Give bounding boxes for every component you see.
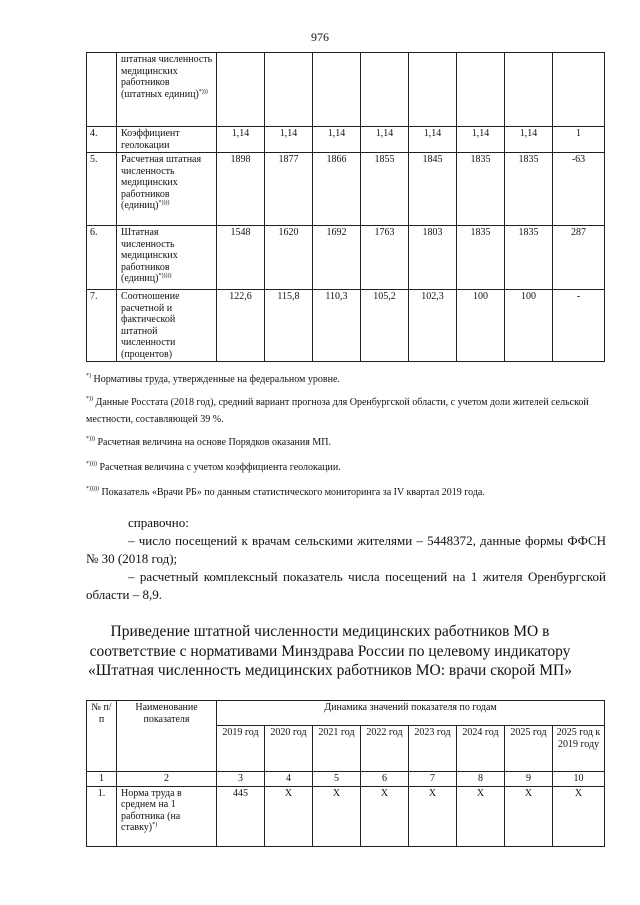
column-number: 8	[457, 772, 505, 787]
table-cell: 1,14	[217, 127, 265, 153]
column-number: 4	[265, 772, 313, 787]
column-number: 5	[313, 772, 361, 787]
column-number: 6	[361, 772, 409, 787]
footnote-4: *)))) Расчетная величина с учетом коэффициента геолокации.	[86, 461, 341, 473]
table-cell: 445	[217, 786, 265, 846]
table-row	[87, 786, 605, 846]
table-cell: 1,14	[265, 127, 313, 153]
header-year: 2022 год	[361, 726, 409, 772]
table-cell: 1835	[457, 153, 505, 226]
table-cell: 1855	[361, 153, 409, 226]
row-number: 5.	[87, 153, 117, 226]
header-dynamics: Динамика значений показателя по годам	[217, 701, 605, 726]
header-year: 2021 год	[313, 726, 361, 772]
table-cell: 1,14	[361, 127, 409, 153]
table-cell	[313, 53, 361, 127]
reference-item-2: – расчетный комплексный показатель числа посещений на 1 жителя Оренбургской области – 8,9.	[86, 569, 606, 602]
table-cell	[457, 53, 505, 127]
header-year: 2023 год	[409, 726, 457, 772]
table-cell: 1845	[409, 153, 457, 226]
header-num: № п/п	[87, 701, 117, 772]
table-cell: X	[457, 786, 505, 846]
row-number: 1.	[87, 786, 117, 846]
table-cell: 1,14	[457, 127, 505, 153]
row-name: Штатная численность медицинских работников (единиц)*)))))	[117, 226, 217, 290]
footnote-3: *))) Расчетная величина на основе Порядков оказания МП.	[86, 436, 331, 448]
ambulance-doctors-table	[86, 700, 605, 847]
table-cell	[553, 53, 605, 127]
header-year: 2024 год	[457, 726, 505, 772]
table-row	[87, 226, 605, 290]
table-cell	[361, 53, 409, 127]
table-cell: X	[313, 786, 361, 846]
table-cell: 1898	[217, 153, 265, 226]
table-cell: 122,6	[217, 290, 265, 362]
column-number: 2	[117, 772, 217, 787]
column-number: 10	[553, 772, 605, 787]
table-row	[87, 53, 605, 127]
header-year: 2019 год	[217, 726, 265, 772]
table-cell: 1866	[313, 153, 361, 226]
table-cell: 105,2	[361, 290, 409, 362]
table-cell: 1803	[409, 226, 457, 290]
table-cell: 1,14	[313, 127, 361, 153]
reference-item-1: – число посещений к врачам сельскими жителями – 5448372, данные формы ФФСН № 30 (2018 год);	[86, 533, 606, 566]
table-cell: X	[553, 786, 605, 846]
header-year: 2020 год	[265, 726, 313, 772]
footnote-5: *))))) Показатель «Врачи РБ» по данным статистического мониторинга за IV квартал 2019 года.	[86, 486, 485, 498]
section-title: Приведение штатной численности медицинских работников МО в соответствие с нормативами Минздрава России по целевому индикатору «Штатная численность медицинских работников МО: врачи скорой МП»	[88, 623, 572, 679]
table-cell: 1877	[265, 153, 313, 226]
table-cell: 100	[457, 290, 505, 362]
row-name: штатная численность медицинских работников (штатных единиц)*)))	[117, 53, 217, 127]
table-cell: 100	[505, 290, 553, 362]
table-row	[87, 290, 605, 362]
column-number: 7	[409, 772, 457, 787]
table-cell: -	[553, 290, 605, 362]
table-cell: X	[265, 786, 313, 846]
table-cell: X	[409, 786, 457, 846]
table-cell: X	[505, 786, 553, 846]
row-number: 6.	[87, 226, 117, 290]
table-cell: 1548	[217, 226, 265, 290]
row-name: Соотношение расчетной и фактической штатной численности (процентов)	[117, 290, 217, 362]
footnote-2: *)) Данные Росстата (2018 год), средний вариант прогноза для Оренбургской области, с учетом доли жителей сельской местности, составляющей 39 %.	[86, 396, 589, 425]
table-cell: X	[361, 786, 409, 846]
header-year: 2025 год к 2019 году	[553, 726, 605, 772]
row-number	[87, 53, 117, 127]
table-cell: 1763	[361, 226, 409, 290]
row-name: Норма труда в среднем на 1 работника (на ставку)*)	[117, 786, 217, 846]
table-cell: 1835	[505, 226, 553, 290]
table-cell: 110,3	[313, 290, 361, 362]
column-number: 1	[87, 772, 117, 787]
table-cell: 102,3	[409, 290, 457, 362]
table-cell: 287	[553, 226, 605, 290]
column-number: 3	[217, 772, 265, 787]
table-cell	[217, 53, 265, 127]
table-cell	[505, 53, 553, 127]
reference-heading: справочно:	[128, 515, 189, 530]
table-cell: 1,14	[505, 127, 553, 153]
table-cell: 1835	[505, 153, 553, 226]
table-cell: 1835	[457, 226, 505, 290]
table-cell: -63	[553, 153, 605, 226]
row-name: Расчетная штатная численность медицинских работников (единиц)*))))	[117, 153, 217, 226]
reference-block	[86, 514, 606, 604]
table-cell: 1	[553, 127, 605, 153]
row-name: Коэффициент геолокации	[117, 127, 217, 153]
column-number: 9	[505, 772, 553, 787]
table-cell	[265, 53, 313, 127]
row-number: 7.	[87, 290, 117, 362]
table-cell	[409, 53, 457, 127]
table-cell: 115,8	[265, 290, 313, 362]
footnote-1: *) Нормативы труда, утвержденные на федеральном уровне.	[86, 373, 340, 385]
row-number: 4.	[87, 127, 117, 153]
page-number: 976	[311, 30, 329, 44]
table-row	[87, 153, 605, 226]
header-year: 2025 год	[505, 726, 553, 772]
table-cell: 1692	[313, 226, 361, 290]
staffing-table-continued	[86, 52, 605, 362]
table-cell: 1620	[265, 226, 313, 290]
table-row	[87, 127, 605, 153]
header-name: Наименование показателя	[117, 701, 217, 772]
table-cell: 1,14	[409, 127, 457, 153]
